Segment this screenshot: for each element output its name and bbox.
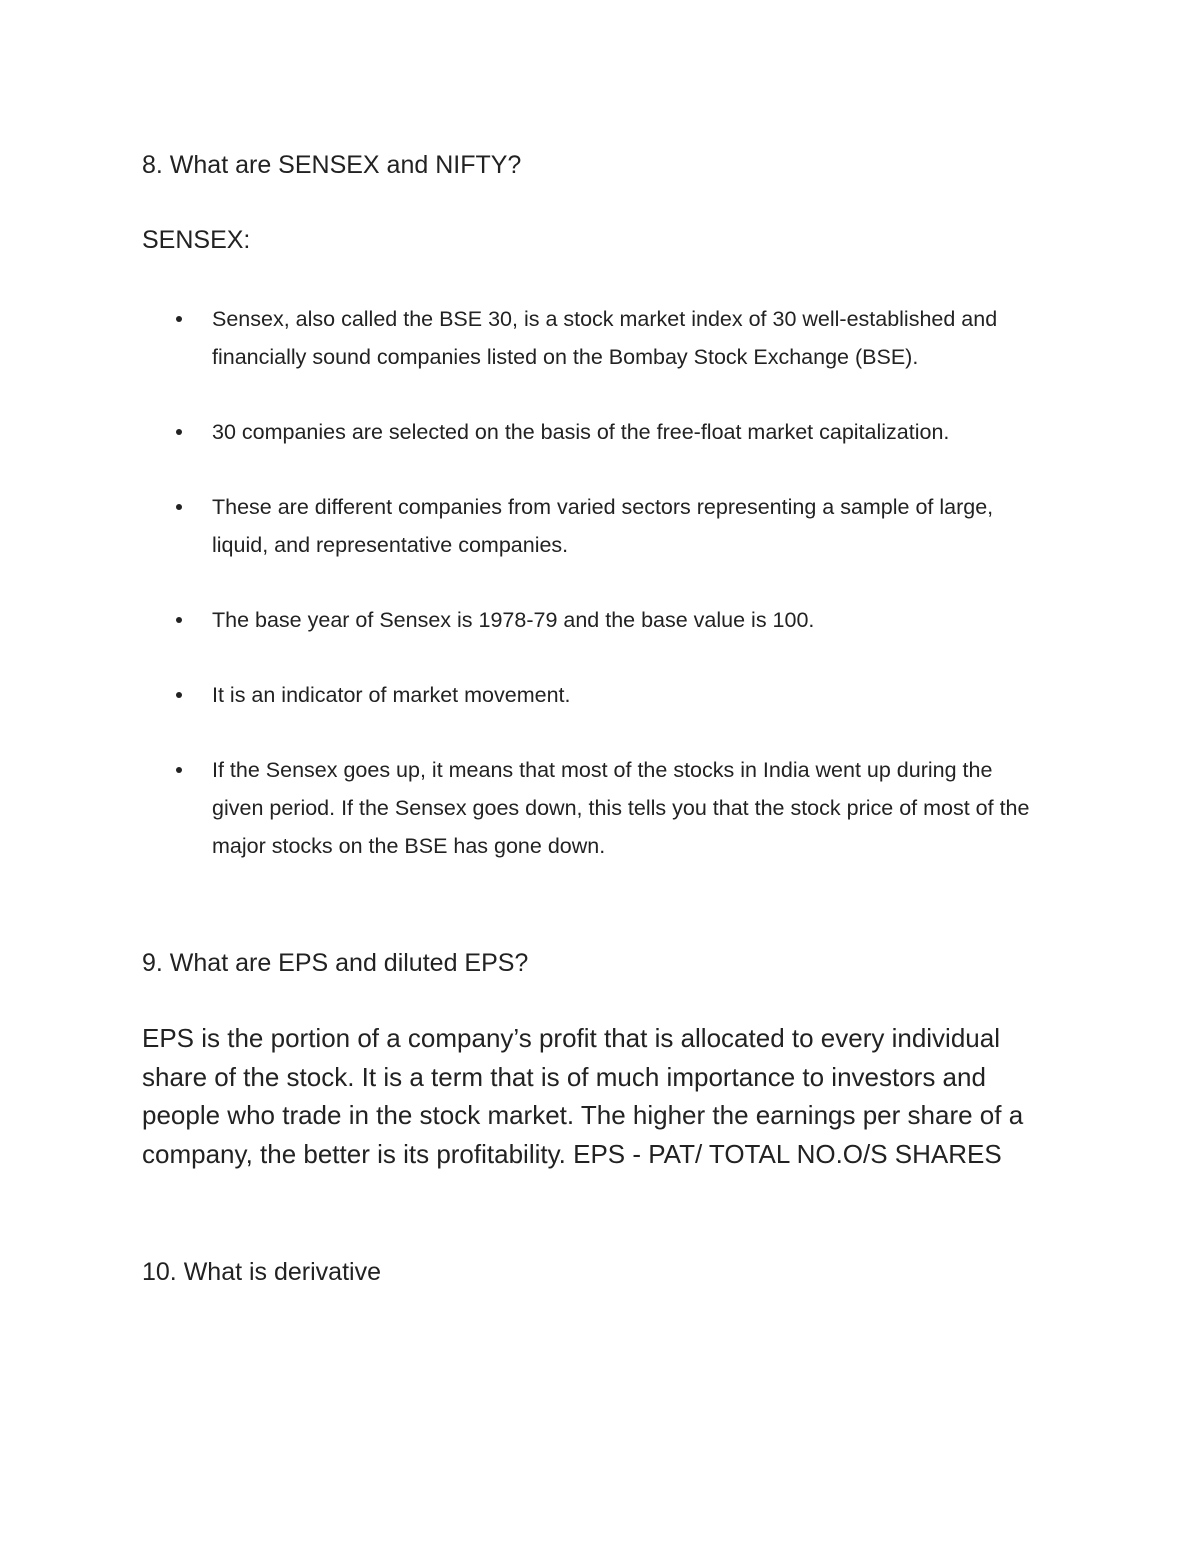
list-item [0, 676, 1042, 714]
bullet-text: 30 companies are selected on the basis of the free-float market capitalization. [212, 420, 950, 444]
bullet-text: The base year of Sensex is 1978-79 and the base value is 100. [212, 608, 815, 632]
list-item [0, 751, 1042, 865]
list-item [0, 413, 1042, 451]
bullet-text: Sensex, also called the BSE 30, is a stock market index of 30 well-established and financially sound companies listed on the Bombay Stock Exchange (BSE). [212, 307, 998, 369]
bullet-icon [176, 316, 182, 322]
list-item [0, 601, 1042, 639]
sensex-subheading: SENSEX: [142, 226, 251, 254]
list-item [0, 488, 1042, 564]
question-8-heading: 8. What are SENSEX and NIFTY? [142, 151, 522, 179]
bullet-icon [176, 767, 182, 773]
bullet-text: If the Sensex goes up, it means that most of the stocks in India went up during the given period. If the Sensex goes down, this tells you that the stock price of most of the major stocks on the BSE has gone down. [212, 758, 1030, 858]
bullet-text: It is an indicator of market movement. [212, 683, 571, 707]
question-10-heading: 10. What is derivative [142, 1258, 381, 1286]
bullet-text: These are different companies from varied sectors representing a sample of large, liquid, and representative companies. [212, 495, 994, 557]
bullet-icon [176, 429, 182, 435]
bullet-icon [176, 504, 182, 510]
eps-paragraph: EPS is the portion of a company’s profit that is allocated to every individual share of the stock. It is a term that is of much importance to investors and people who trade in the stock market. The higher the earnings per share of a company, the better is its profitability. EPS - PAT/ TOTAL NO.O/S SHARES [142, 1023, 1024, 1169]
question-9-heading: 9. What are EPS and diluted EPS? [142, 949, 529, 977]
bullet-icon [176, 617, 182, 623]
bullet-icon [176, 692, 182, 698]
sensex-bullet-list [0, 300, 1200, 902]
list-item [0, 300, 1042, 376]
